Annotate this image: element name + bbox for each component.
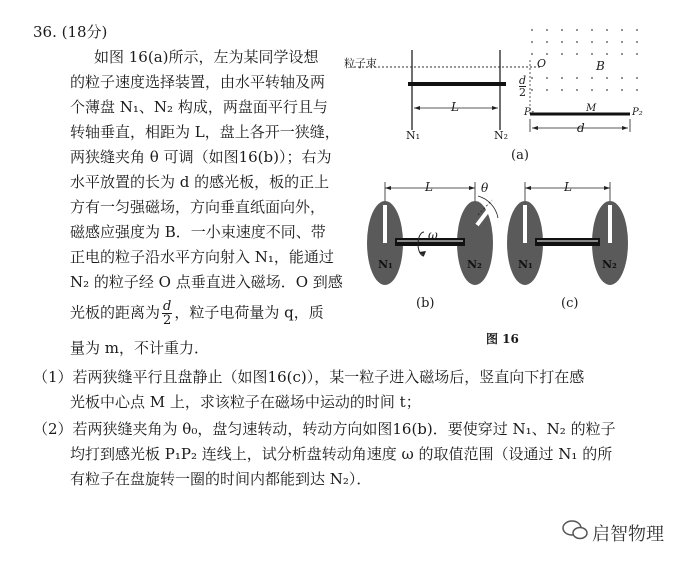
caption-c: (c) bbox=[561, 296, 579, 311]
question-2-line-2: 均打到感光板 P₁P₂ 连线上，试分析盘转动角速度 ω 的取值范围（设通过 N₁ 的所 bbox=[70, 445, 613, 463]
omega-label: ω bbox=[428, 228, 438, 242]
field-dot bbox=[621, 77, 623, 79]
field-dot bbox=[636, 53, 638, 55]
theta-label: θ bbox=[481, 181, 489, 195]
field-dot bbox=[546, 89, 548, 91]
l-label-c: L bbox=[564, 180, 572, 194]
text-line-12: 量为 m，不计重力． bbox=[70, 339, 209, 357]
fraction-num: d bbox=[163, 299, 172, 314]
field-dot bbox=[546, 29, 548, 31]
field-dot bbox=[606, 29, 608, 31]
field-dot bbox=[591, 89, 593, 91]
text-line-1: 如图 16(a)所示，左为某同学设想 bbox=[94, 48, 319, 66]
field-dot bbox=[591, 29, 593, 31]
d-label: d bbox=[577, 121, 585, 135]
watermark-text: 启智物理 bbox=[592, 524, 664, 545]
text-line-4: 转轴垂直，相距为 L，盘上各开一狭缝， bbox=[70, 123, 340, 141]
d-over-2-label bbox=[519, 75, 526, 98]
field-dot bbox=[621, 53, 623, 55]
text-line-10: N₂ 的粒子经 O 点垂直进入磁场．O 到感 bbox=[70, 273, 343, 291]
text-line-8: 磁感应强度为 B．一小束速度不同、带 bbox=[70, 223, 326, 241]
field-dot bbox=[606, 89, 608, 91]
n2-label-b: N₂ bbox=[467, 258, 482, 271]
field-dot bbox=[561, 29, 563, 31]
line11-pre: 光板的距离为 bbox=[70, 303, 161, 322]
slit-n2-c bbox=[608, 205, 612, 243]
field-dot bbox=[531, 53, 533, 55]
field-dot bbox=[576, 53, 578, 55]
field-dot bbox=[576, 41, 578, 43]
magnetic-field-dots bbox=[531, 29, 638, 91]
question-2-line-3: 有粒子在盘旋转一圈的时间内都能到达 N₂）． bbox=[70, 470, 372, 488]
field-dot bbox=[546, 77, 548, 79]
field-b-label: B bbox=[596, 59, 605, 73]
text-line-6: 水平放置的长为 d 的感光板，板的正上 bbox=[70, 173, 330, 191]
beam-label: 粒子束 bbox=[344, 57, 377, 70]
field-dot bbox=[621, 41, 623, 43]
field-dot bbox=[591, 53, 593, 55]
field-dot bbox=[531, 77, 533, 79]
point-o-label: O bbox=[537, 57, 547, 70]
field-dot bbox=[546, 41, 548, 43]
field-dot bbox=[561, 77, 563, 79]
line11-post: ，粒子电荷量为 q，质 bbox=[174, 303, 324, 322]
field-dot bbox=[576, 89, 578, 91]
n2-label-c: N₂ bbox=[602, 258, 617, 271]
field-dot bbox=[531, 29, 533, 31]
field-dot bbox=[636, 41, 638, 43]
fraction-den: 2 bbox=[163, 313, 172, 328]
caption-a: (a) bbox=[511, 148, 529, 163]
field-dot bbox=[576, 77, 578, 79]
slit-n1-c bbox=[523, 205, 527, 243]
field-dot bbox=[531, 89, 533, 91]
slit-n1-b bbox=[383, 205, 387, 243]
figure-title: 图 16 bbox=[486, 332, 519, 346]
n1-label-a: N₁ bbox=[406, 129, 421, 142]
field-dot bbox=[531, 41, 533, 43]
question-1-line-2: 光板中心点 M 上，求该粒子在磁场中运动的时间 t； bbox=[70, 393, 421, 411]
field-dot bbox=[636, 77, 638, 79]
question-2-line-1: （2）若两狭缝夹角为 θ₀，盘匀速转动，转动方向如图16(b)．要使穿过 N₁、N₂ 的粒子 bbox=[33, 420, 616, 438]
field-dot bbox=[606, 77, 608, 79]
p2-label: P₂ bbox=[632, 107, 643, 118]
l-label-a: L bbox=[451, 100, 459, 114]
text-line-2: 的粒子速度选择装置，由水平转轴及两 bbox=[70, 73, 326, 91]
point-m-label: M bbox=[586, 103, 597, 114]
field-dot bbox=[591, 41, 593, 43]
field-dot bbox=[591, 77, 593, 79]
field-dot bbox=[606, 53, 608, 55]
field-dot bbox=[636, 29, 638, 31]
field-dot bbox=[561, 89, 563, 91]
problem-number: 36. (18分) bbox=[33, 23, 108, 41]
text-line-5: 两狭缝夹角 θ 可调（如图16(b)）；右为 bbox=[70, 148, 332, 166]
field-dot bbox=[636, 89, 638, 91]
d2-den: 2 bbox=[519, 86, 527, 99]
n1-label-c: N₁ bbox=[518, 258, 533, 271]
caption-b: (b) bbox=[416, 296, 435, 311]
question-1-line-1: （1）若两狭缝平行且盘静止（如图16(c)），某一粒子进入磁场后，竖直向下打在感 bbox=[33, 368, 585, 386]
n2-label-a: N₂ bbox=[494, 129, 509, 142]
l-label-b: L bbox=[425, 180, 433, 194]
p1-label: P₁ bbox=[524, 107, 535, 118]
d2-num: d bbox=[519, 74, 527, 87]
text-line-7: 方有一匀强磁场，方向垂直纸面向外， bbox=[70, 198, 326, 216]
field-dot bbox=[546, 53, 548, 55]
text-line-9: 正电的粒子沿水平方向射入 N₁，能通过 bbox=[70, 248, 334, 266]
n1-label-b: N₁ bbox=[378, 258, 393, 271]
field-dot bbox=[621, 89, 623, 91]
field-dot bbox=[621, 29, 623, 31]
field-dot bbox=[561, 53, 563, 55]
field-dot bbox=[576, 29, 578, 31]
wechat-icon bbox=[563, 521, 587, 539]
field-dot bbox=[561, 41, 563, 43]
text-line-3: 个薄盘 N₁、N₂ 构成，两盘面平行且与 bbox=[70, 98, 328, 116]
field-dot bbox=[606, 41, 608, 43]
